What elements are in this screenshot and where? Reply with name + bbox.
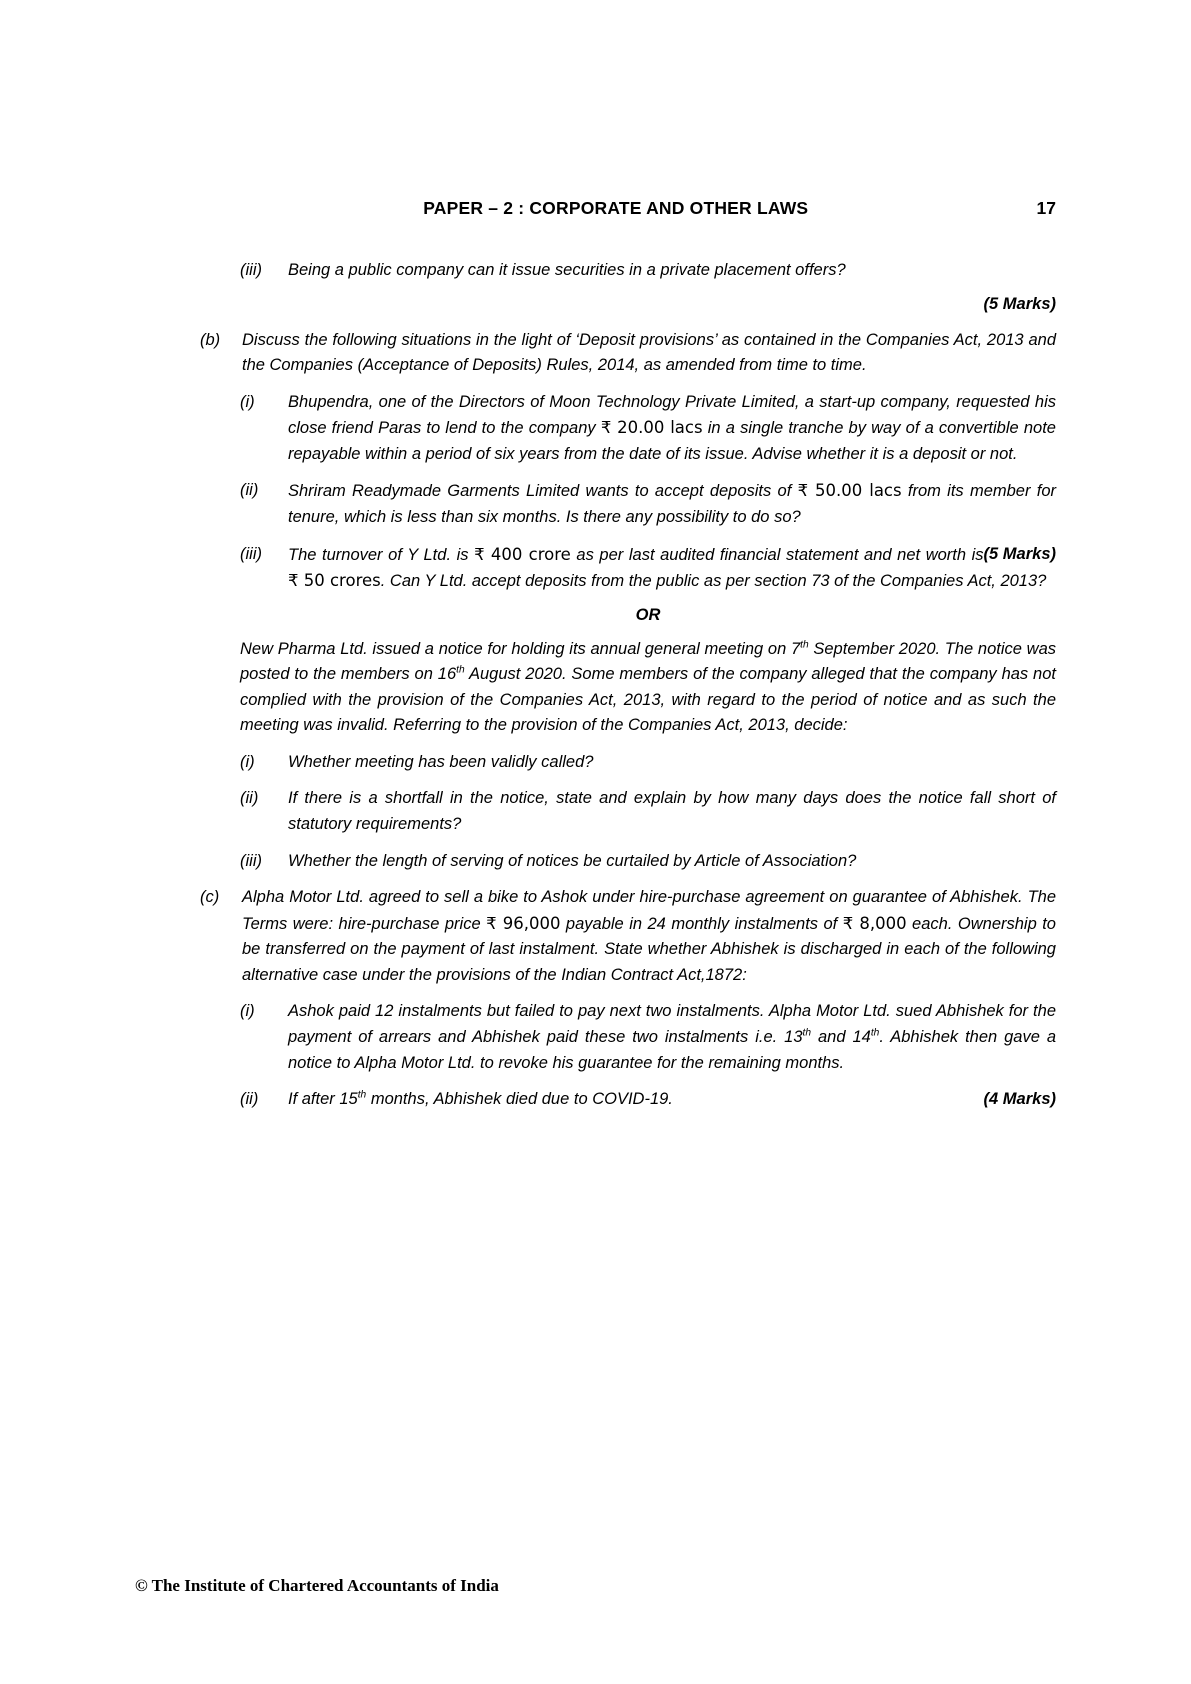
q-c-ii-part1: If after 15: [288, 1090, 358, 1109]
question-b-iii-text: [288, 542, 1056, 595]
page-title: PAPER – 2 : CORPORATE AND OTHER LAWS: [423, 198, 809, 218]
q-b-iii-part2: as per last audited financial statement and net worth is: [570, 545, 984, 564]
or-item-i-label: (i): [240, 752, 255, 771]
question-b-text: Discuss the following situations in the light of ‘Deposit provisions’ as contained in the Companies Act, 2013 and the Companies (Acceptance of Deposits) Rules, 2014, as amended from time to time.: [242, 330, 1056, 375]
q-c-part1: Alpha Motor Ltd. agreed to sell a bike to Ashok under hire-purchase agreement on guarantee of Abhishek. The Terms were: hire-purchase price: [242, 888, 1056, 933]
question-b-iii-label: (iii): [240, 544, 262, 563]
q-c-amount2: ₹ 8,000: [842, 913, 907, 933]
question-b: [200, 328, 1056, 379]
question-a-iii: [240, 258, 1056, 284]
question-c-i: [240, 999, 1056, 1076]
q-c-i-part3: . Abhishek then gave a notice to Alpha Motor Ltd. to revoke his guarantee for the remaining months.: [288, 1027, 1057, 1072]
or-intro-paragraph: [240, 637, 1056, 739]
q-c-amount: ₹ 96,000: [486, 913, 561, 933]
question-a-iii-text: Being a public company can it issue securities in a private placement offers?: [288, 261, 846, 279]
or-intro-part2: September 2020. The notice was posted to the members on 16: [240, 639, 1056, 684]
question-c-ii-label: (ii): [240, 1090, 259, 1109]
question-b-i-label: (i): [240, 392, 255, 411]
q-b-ii-amount: ₹ 50.00 lacs: [797, 481, 902, 501]
q-b-ii-part1: Shriram Readymade Garments Limited wants to accept deposits of: [288, 482, 798, 501]
q-b-i-part1: Bhupendra, one of the Directors of Moon Technology Private Limited, a start-up company, requested his close friend Paras to lend to the company: [288, 392, 1056, 438]
or-intro-part3: August 2020. Some members of the company alleged that the company has not complied with the provision of the Companies Act, 2013, with regard to the period of notice and as such the meeting was invalid. Referring to the provision of the Companies Act, 2013, decide:: [240, 665, 1056, 735]
q-b-i-part2: in a single tranche by way of a convertible note repayable within a period of six years from the date of its issue. Advise whether it is a deposit or not.: [288, 419, 1056, 463]
question-c-i-text: [288, 999, 1056, 1076]
question-b-label: (b): [200, 330, 221, 349]
or-item-iii-label: (iii): [240, 851, 262, 870]
footer-copyright: © The Institute of Chartered Accountants of India: [135, 1576, 499, 1595]
question-c-text: [242, 885, 1056, 988]
question-b-ii-label: (ii): [240, 481, 259, 500]
or-item-i-text: Whether meeting has been validly called?: [288, 752, 594, 771]
q-b-ii-part2: from its member for tenure, which is less than six months. Is there any possibility to do so?: [288, 482, 1057, 526]
or-item-iii-text: Whether the length of serving of notices be curtailed by Article of Association?: [288, 851, 857, 870]
q-c-ii-part2: months, Abhishek died due to COVID-19.: [366, 1090, 673, 1109]
or-item-iii: [240, 849, 1056, 875]
or-item-ii-label: (ii): [240, 789, 259, 808]
marks-c: (4 Marks): [983, 1090, 1056, 1109]
q-c-i-sup1: th: [802, 1027, 812, 1039]
question-b-ii: [240, 478, 1056, 530]
or-item-ii-text: If there is a shortfall in the notice, state and explain by how many days does the notice fall short of statutory requirements?: [288, 789, 1056, 833]
or-intro-part1: New Pharma Ltd. issued a notice for holding its annual general meeting on 7: [240, 639, 801, 658]
q-c-part2: payable in 24 monthly instalments of: [560, 914, 843, 933]
page-content: [135, 258, 1056, 1124]
q-b-iii-amount2: ₹ 50 crores: [288, 571, 381, 591]
q-c-part3: each. Ownership to be transferred on the payment of last instalment. State whether Abhishek is discharged in each of the following alternative case under the provisions of the Indian Contract Act,1872:: [242, 914, 1056, 984]
page-header: [135, 198, 1056, 219]
q-c-i-sup2: th: [870, 1027, 880, 1039]
question-c-ii: [240, 1087, 1056, 1113]
or-divider: OR: [635, 605, 661, 624]
marks-b-iii: (5 Marks): [983, 544, 1056, 563]
question-b-ii-text: [288, 478, 1056, 530]
question-b-i-text: [288, 390, 1056, 468]
or-intro-sup1: th: [800, 639, 809, 651]
question-c-ii-text: [288, 1087, 1056, 1113]
q-c-ii-sup1: th: [357, 1089, 367, 1101]
q-c-i-part2: and 14: [811, 1027, 871, 1046]
q-b-iii-amount: ₹ 400 crore: [474, 544, 571, 564]
question-c-i-label: (i): [240, 1002, 255, 1021]
or-item-ii: [240, 786, 1056, 837]
question-c-label: (c): [200, 888, 220, 907]
q-b-iii-part1: The turnover of Y Ltd. is: [288, 545, 475, 564]
q-b-iii-part3: . Can Y Ltd. accept deposits from the public as per section 73 of the Companies Act, 2013?: [380, 572, 1047, 591]
q-c-i-part1: Ashok paid 12 instalments but failed to pay next two instalments. Alpha Motor Ltd. sued Abhishek for the payment of arrears and Abhishek paid these two instalments i.e. 13: [288, 1002, 1056, 1046]
question-c: [200, 885, 1056, 988]
or-intro-sup2: th: [456, 664, 465, 676]
question-b-iii: [240, 542, 1056, 595]
page-number: 17: [1036, 198, 1056, 218]
marks-a-iii: (5 Marks): [983, 294, 1056, 313]
question-b-i: [240, 390, 1056, 468]
q-b-i-amount: ₹ 20.00 lacs: [600, 418, 703, 438]
or-item-i: [240, 750, 1056, 776]
question-a-iii-label: (iii): [240, 261, 262, 279]
